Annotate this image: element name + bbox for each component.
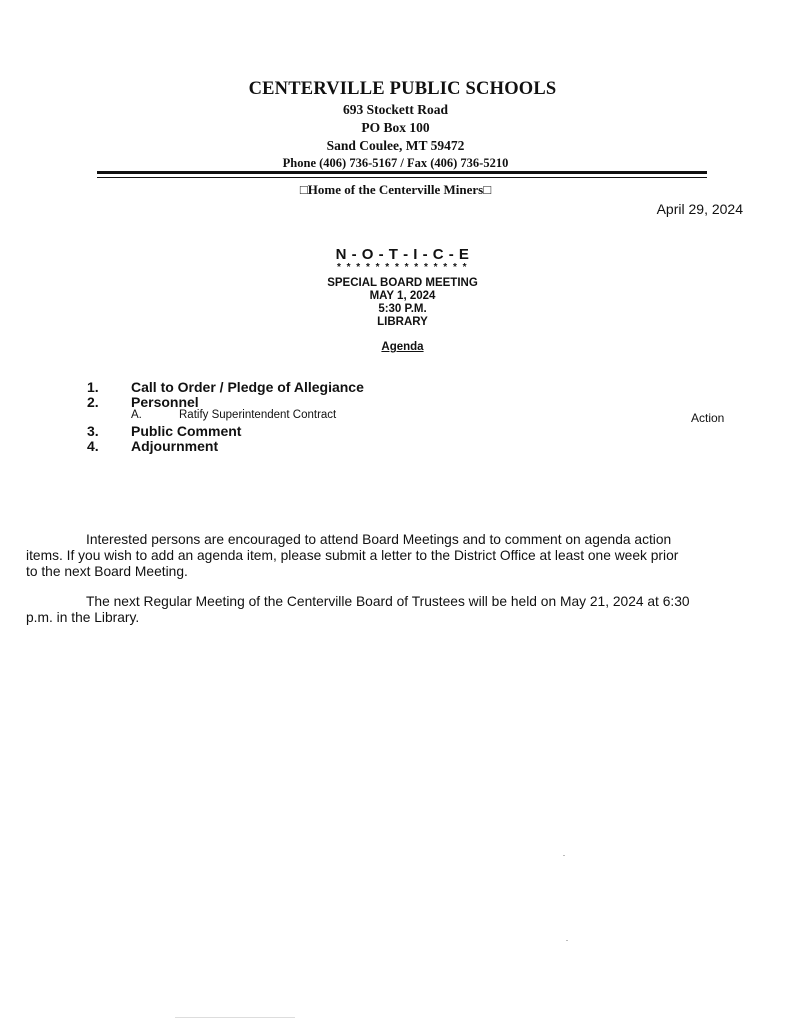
document-date: April 29, 2024 — [656, 201, 743, 217]
header-rule-thin — [97, 177, 707, 178]
phone-fax: Phone (406) 736-5167 / Fax (406) 736-5210 — [282, 156, 509, 170]
agenda-item — [87, 394, 199, 410]
scan-speck — [563, 855, 565, 856]
paragraph-line: to the next Board Meeting. — [26, 563, 188, 579]
agenda-item-number: 4. — [87, 438, 99, 454]
paragraph-next-meeting — [26, 594, 756, 626]
notice-title: N - O - T - I - C - E — [335, 246, 470, 263]
address-city: Sand Coulee, MT 59472 — [326, 138, 465, 153]
agenda-heading: Agenda — [381, 341, 424, 353]
agenda-subitem-letter: A. — [131, 409, 142, 421]
paragraph-public-comment — [26, 532, 756, 579]
meeting-time: 5:30 P.M. — [378, 303, 427, 315]
scan-speck — [566, 940, 568, 941]
agenda-item — [87, 423, 241, 439]
agenda-item — [87, 379, 364, 395]
header-rule-thick — [97, 171, 707, 174]
agenda-item-title: Personnel — [131, 394, 199, 410]
school-name: CENTERVILLE PUBLIC SCHOOLS — [248, 79, 557, 99]
agenda-subitem — [131, 409, 336, 422]
agenda-item-title: Public Comment — [131, 423, 242, 439]
agenda-item-title: Call to Order / Pledge of Allegiance — [131, 379, 364, 395]
school-motto: □Home of the Centerville Miners□ — [299, 182, 492, 197]
agenda-item-number: 1. — [87, 379, 99, 395]
agenda-item-number: 3. — [87, 423, 99, 439]
paragraph-line: Interested persons are encouraged to attend Board Meetings and to comment on agenda action — [86, 532, 672, 547]
address-po-box: PO Box 100 — [361, 120, 430, 135]
paragraph-line: The next Regular Meeting of the Centerville Board of Trustees will be held on May 21, 2024 at 6:30 — [86, 594, 690, 609]
agenda-subitem-text: Ratify Superintendent Contract — [179, 409, 337, 421]
meeting-type: SPECIAL BOARD MEETING — [327, 277, 478, 289]
notice-stars: * * * * * * * * * * * * * * — [336, 262, 469, 273]
agenda-item-number: 2. — [87, 394, 99, 410]
agenda-item-title: Adjournment — [131, 438, 219, 454]
meeting-date: MAY 1, 2024 — [369, 290, 436, 302]
paragraph-line: items. If you wish to add an agenda item, please submit a letter to the District Office at least one week prior — [26, 547, 679, 563]
scan-speck — [175, 1017, 295, 1018]
meeting-location: LIBRARY — [377, 316, 428, 328]
address-street: 693 Stockett Road — [343, 102, 448, 117]
paragraph-line: p.m. in the Library. — [26, 609, 140, 625]
agenda-item — [87, 438, 218, 454]
agenda-subitem-action: Action — [691, 411, 725, 425]
